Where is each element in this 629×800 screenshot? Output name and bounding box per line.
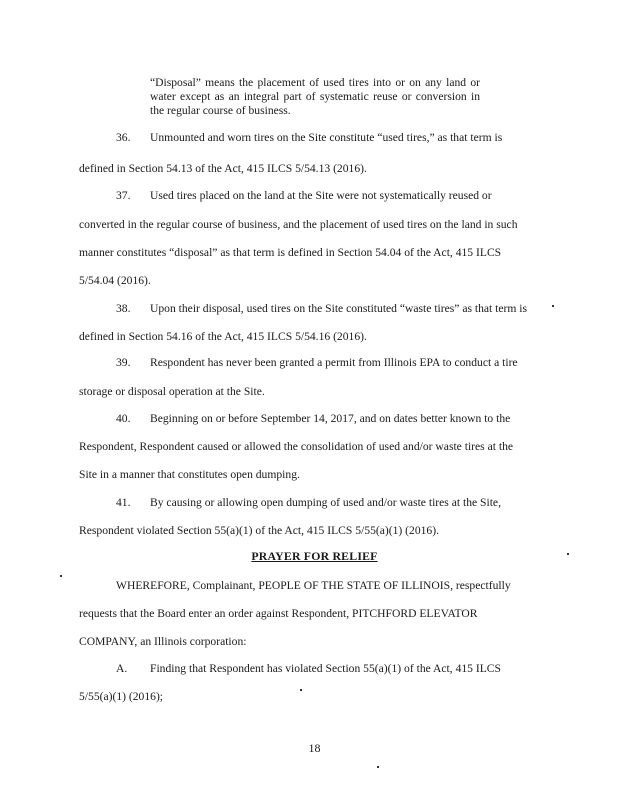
paragraph-41-line-2: Respondent violated Section 55(a)(1) of the Act, 415 ILCS 5/55(a)(1) (2016). <box>79 524 439 537</box>
prayer-line-2: requests that the Board enter an order against Respondent, PITCHFORD ELEVATOR <box>79 607 478 620</box>
paragraph-number: 39. <box>116 356 131 369</box>
scan-speck <box>567 553 569 555</box>
disposal-definition-quote: “Disposal” means the placement of used tires into or on any land or water except as an integral part of systematic reuse or conversion in the regular course of business. <box>150 76 480 117</box>
scan-speck <box>552 305 554 307</box>
item-letter: A. <box>116 662 128 675</box>
paragraph-37-line-2: converted in the regular course of business, and the placement of used tires on the land in such <box>79 218 518 231</box>
paragraph-36-line-1: 36. Unmounted and worn tires on the Site constitute “used tires,” as that term is <box>116 131 503 144</box>
paragraph-37-line-1: 37. Used tires placed on the land at the Site were not systematically reused or <box>116 189 492 202</box>
paragraph-number: 41. <box>116 496 131 509</box>
paragraph-40-line-1: 40. Beginning on or before September 14, 2017, and on dates better known to the <box>116 412 511 425</box>
prayer-for-relief-heading: PRAYER FOR RELIEF <box>251 549 378 563</box>
paragraph-37-line-4: 5/54.04 (2016). <box>79 274 151 287</box>
paragraph-40-line-3: Site in a manner that constitutes open dumping. <box>79 468 300 481</box>
paragraph-number: 36. <box>116 131 131 144</box>
paragraph-38-line-1: 38. Upon their disposal, used tires on the Site constituted “waste tires” as that term is <box>116 302 528 315</box>
paragraph-40-line-2: Respondent, Respondent caused or allowed the consolidation of used and/or waste tires at the <box>79 440 514 453</box>
prayer-line-3: COMPANY, an Illinois corporation: <box>79 635 247 648</box>
scan-speck <box>60 575 62 577</box>
paragraph-38-line-2: defined in Section 54.16 of the Act, 415 ILCS 5/54.16 (2016). <box>79 330 367 343</box>
scan-speck <box>300 689 302 691</box>
scan-speck <box>377 766 379 768</box>
paragraph-36-line-2: defined in Section 54.13 of the Act, 415 ILCS 5/54.13 (2016). <box>79 162 367 175</box>
item-a-line-1: A. Finding that Respondent has violated Section 55(a)(1) of the Act, 415 ILCS <box>116 662 501 675</box>
item-a-line-2: 5/55(a)(1) (2016); <box>79 690 164 703</box>
paragraph-37-line-3: manner constitutes “disposal” as that term is defined in Section 54.04 of the Act, 415 ILCS <box>79 246 502 259</box>
paragraph-39-line-2: storage or disposal operation at the Site. <box>79 385 265 398</box>
paragraph-number: 40. <box>116 412 131 425</box>
paragraph-39-line-1: 39. Respondent has never been granted a permit from Illinois EPA to conduct a tire <box>116 356 518 369</box>
paragraph-41-line-1: 41. By causing or allowing open dumping of used and/or waste tires at the Site, <box>116 496 501 509</box>
paragraph-number: 37. <box>116 189 131 202</box>
page-number: 18 <box>308 741 321 755</box>
prayer-line-1: WHEREFORE, Complainant, PEOPLE OF THE STATE OF ILLINOIS, respectfully <box>116 579 511 592</box>
paragraph-number: 38. <box>116 302 131 315</box>
